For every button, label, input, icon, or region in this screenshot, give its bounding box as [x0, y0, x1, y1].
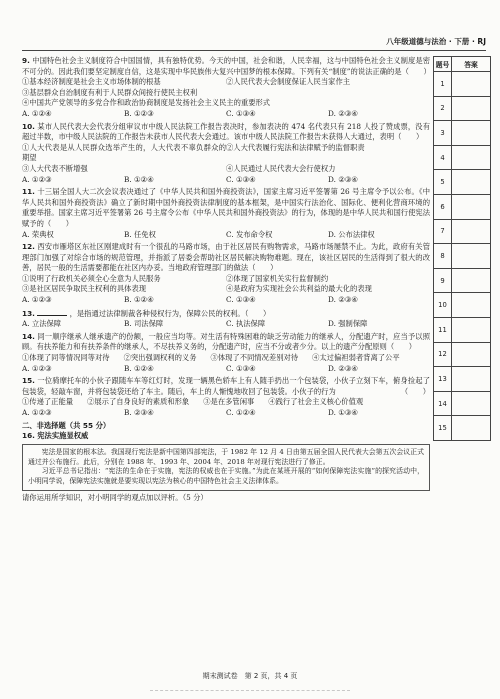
statement: ③是在多管闲事 — [203, 397, 255, 407]
choice-option-d: D. ①③④ — [328, 408, 358, 417]
choice-option-a: A. ①②③ — [22, 408, 52, 417]
answer-paren: （ ） — [400, 386, 430, 396]
statement: ④人民通过人民代表大会行使权力 — [226, 163, 336, 173]
answer-table-row — [434, 293, 491, 318]
choice-option-a: A. 立法保障 — [22, 319, 62, 329]
answer-table-number-header: 题号 — [434, 57, 452, 72]
answer-row-number: 11 — [434, 317, 452, 342]
question-16 — [22, 431, 430, 503]
answer-row-number: 15 — [434, 416, 452, 441]
choice-option-a: A. ①②③ — [22, 363, 52, 373]
statement: ①说明了行政机关必须全心全意为人民服务 — [22, 273, 161, 283]
question-10 — [22, 122, 430, 186]
choice-options — [22, 364, 430, 375]
answer-row-number: 9 — [434, 268, 452, 293]
statement-list — [22, 143, 430, 175]
answer-cell[interactable] — [452, 342, 491, 367]
question-stem: 某市人民代表大会代表分组审议市中级人民法院工作报告表决时，参加表决的 474 名代表只有 218 人投了赞成票，没有超过半数，市中级人民法院的工作报告未获市人民代表大会通过。该市中级人民法院工作报告未获得人大通过，表明（ ） — [22, 121, 430, 142]
choice-option-b: B. ①②③ — [124, 108, 154, 118]
statement: ②体现了国家机关实行监督制约 — [226, 273, 329, 283]
material-paragraph: 习近平总书记指出：“宪法的生命在于实施，宪法的权威也在于实施。”为此在某班开展的“如何保障宪法实施”的探究活动中，小明同学说，保障宪法实施就是要实现以宪法为核心的中国特色社会主义法律体系。 — [28, 467, 424, 486]
statement: ③是社区居民争取民主权利的具体表现 — [22, 284, 147, 294]
answer-cell[interactable] — [452, 293, 491, 318]
choice-option-b: B. ①②④ — [124, 174, 154, 184]
answer-table-row — [434, 367, 491, 392]
statement: ②展示了自身良好的素质和形象 — [87, 397, 190, 407]
material-paragraph: 宪法是国家的根本法。我国现行宪法是新中国第四部宪法，于 1982 年 12 月 4 日由第五届全国人民代表大会第五次会议正式通过并公布施行。此后，分别在 1988 年、1993 年、2004 年、2018 年对现行宪法进行了修正。 — [28, 447, 424, 466]
statement: ④中国共产党领导的多党合作和政治协商制度是发扬社会主义民主的重要形式 — [22, 98, 271, 108]
question-prompt: 请你运用所学知识，对小明同学的观点加以评析。（5 分） — [22, 492, 208, 502]
answer-cell[interactable] — [452, 170, 491, 195]
choice-option-b: B. ①②④ — [124, 363, 154, 373]
answer-cell[interactable] — [452, 96, 491, 121]
answer-row-number: 13 — [434, 367, 452, 392]
answer-row-number: 7 — [434, 219, 452, 244]
choice-option-a: A. ①②③ — [22, 295, 52, 305]
question-12 — [22, 242, 430, 306]
answer-cell[interactable] — [452, 194, 491, 219]
question-stem: 十三届全国人大二次会议表决通过了《中华人民共和国外商投资法》，国家主席习近平签署第 26 号主席令予以公布。《中华人民共和国外商投资法》确立了新时期中国外商投资法律制度的基本框架，是中国实行法治化、国际化、便利化营商环境的重要举措。国家主席习近平签署第 26 号主席令公布《中华人民共和国外商投资法》的行为，体现的是中华人民共和国行使宪法赋予的（ ） — [22, 187, 430, 228]
choice-option-c: C. ①③④ — [226, 174, 256, 184]
page-header-title: 八年级道德与法治 · 下册 · RJ — [386, 37, 486, 46]
answer-table-row — [434, 96, 491, 121]
statement: ③体现了不同情况差别对待 — [210, 353, 299, 363]
statement-list — [22, 274, 430, 295]
answer-table-row — [434, 72, 491, 97]
answer-row-number: 14 — [434, 391, 452, 416]
question-number: 11. — [22, 187, 35, 197]
question-title: 宪法实施显权威 — [37, 431, 89, 441]
section-title: 二、非选择题（共 55 分） — [22, 420, 111, 430]
question-number: 14. — [22, 331, 35, 341]
header-rule — [22, 50, 486, 51]
choice-option-d: D. 公布法律权 — [328, 229, 375, 239]
statement: ①传递了正能量 — [22, 397, 74, 407]
question-stem: ，是指通过法律制裁各种侵权行为，保障公民的权利。（ ） — [69, 308, 271, 318]
choice-option-d: D. ②③④ — [328, 295, 358, 305]
choice-option-b: B. 司法保障 — [124, 319, 164, 329]
choice-option-d: D. ②③④ — [328, 174, 358, 184]
choice-option-c: C. ①③④ — [226, 108, 256, 118]
answer-row-number: 8 — [434, 244, 452, 269]
question-number: 15. — [22, 376, 35, 386]
choice-options — [22, 175, 430, 186]
answer-table-answer-header: 答案 — [452, 57, 491, 72]
choice-option-c: C. ①②④ — [226, 408, 256, 417]
question-stem: 同一顺序继承人继承遗产的份额，一般应当均等。对生活有特殊困难的缺乏劳动能力的继承人，分配遗产时，应当予以照顾。有扶养能力和有扶养条件的继承人，不尽扶养义务的，分配遗产时，应当不分或者少分。以上的遗产分配原则（ ） — [22, 331, 430, 352]
statement: ②人大代表履行宪法和法律赋予的监督职责 — [226, 142, 365, 152]
answer-table-row — [434, 416, 491, 441]
answer-cell[interactable] — [452, 416, 491, 441]
question-stem: 一位骑摩托车的小伙子跟随车车等红灯时，发现一辆黑色轿车上有人随手扔出一个包装袋，小伙子立刻下车，俯身捡起了包装袋，轻敲车窗，并将包装袋还给了车主。随后，车上的人惭愧地收回了包装袋。小伙子的行为 — [22, 376, 430, 396]
question-number: 9. — [22, 56, 30, 65]
answer-table-row — [434, 317, 491, 342]
answer-row-number: 1 — [434, 72, 452, 97]
statement: ②突出强调权利的义务 — [123, 353, 197, 363]
statement: ③基层群众自治制度有利于人民群众间接行使民主权利 — [22, 87, 198, 97]
statement: ④太过偏袒弱者背离了公平 — [312, 353, 400, 363]
statement: ①基本经济制度是社会主义市场体制的根基 — [22, 77, 161, 87]
choice-option-a: A. 荣典权 — [22, 229, 54, 239]
choice-option-d: D. 强制保障 — [328, 319, 368, 329]
answer-row-number: 2 — [434, 96, 452, 121]
choice-options — [22, 295, 430, 306]
choice-option-b: B. ①②④ — [124, 295, 154, 305]
answer-cell[interactable] — [452, 244, 491, 269]
choice-options — [22, 408, 430, 419]
choice-options — [22, 230, 430, 241]
choice-option-b: B. 任免权 — [124, 229, 156, 239]
answer-table-row — [434, 145, 491, 170]
answer-row-number: 10 — [434, 293, 452, 318]
question-stem: 中国特色社会主义制度符合中国国情，具有独特优势。今天的中国，社会和谐，人民幸福，这与中国特色社会主义制度是密不可分的。因此我们要坚定制度自信，这是实现中华民族伟大复兴中国梦的根本保障。下列有关“制度”的说法正确的是（ ） — [22, 56, 431, 76]
answer-cell[interactable] — [452, 391, 491, 416]
fill-blank — [37, 308, 67, 316]
statement: ①体现了同等情况同等对待 — [22, 353, 110, 363]
answer-cell[interactable] — [452, 317, 491, 342]
question-15 — [22, 376, 430, 418]
question-9 — [22, 56, 430, 120]
answer-table-row — [434, 170, 491, 195]
answer-row-number: 3 — [434, 121, 452, 146]
answer-table-body — [434, 72, 491, 441]
material-box — [22, 444, 430, 491]
answer-table-row — [434, 194, 491, 219]
answer-table-row — [434, 244, 491, 269]
answer-cell[interactable] — [452, 268, 491, 293]
question-11 — [22, 187, 430, 240]
answer-table-row — [434, 391, 491, 416]
choice-option-c: C. ①③④ — [226, 363, 256, 373]
statement: ③人大代表不断增强 — [22, 163, 88, 173]
answer-table-row — [434, 219, 491, 244]
choice-option-c: C. 执法保障 — [226, 319, 266, 329]
answer-cell[interactable] — [452, 121, 491, 146]
question-number: 10. — [22, 121, 35, 131]
question-stem: 西安市雁塔区东社区刚建成时有一个很乱的马路市场，由于社区居民有购物需求，马路市场屡禁不止。为此，政府有关管理部门加强了对综合市场的规范管理，并指派了居委会帮助社区居民解决购物难题。现在，该社区居民的生活得到了很大的改善，居民一般的生活需要都能在社区内办妥。当地政府管理部门的做法（ ） — [22, 242, 430, 273]
statement: ②人民代表大会制度保证人民当家作主 — [226, 77, 351, 87]
answer-cell[interactable] — [452, 219, 491, 244]
choice-options — [22, 319, 430, 330]
answer-table-row — [434, 268, 491, 293]
statement-list — [22, 77, 430, 88]
statement-list — [22, 397, 430, 408]
answer-row-number: 4 — [434, 145, 452, 170]
answer-row-number: 12 — [434, 342, 452, 367]
answer-row-number: 5 — [434, 170, 452, 195]
question-number: 16. — [22, 431, 35, 441]
choice-option-a: A. ①②③ — [22, 174, 52, 184]
question-area — [22, 56, 430, 506]
answer-cell[interactable] — [452, 367, 491, 392]
page-footer: 期末测试卷 第 2 页，共 4 页 — [202, 672, 298, 680]
choice-option-b: B. ②③④ — [124, 408, 154, 417]
statement: ①人大代表是从人民群众选举产生的，人大代表不辜负群众的期望 — [22, 142, 226, 163]
answer-table-row — [434, 121, 491, 146]
choice-option-c: C. ①③④ — [226, 295, 256, 305]
answer-cell[interactable] — [452, 72, 491, 97]
statement: ④是政府为实现社会公共利益的最大化的表现 — [226, 284, 372, 294]
question-number: 13. — [22, 308, 35, 318]
choice-option-d: D. ②③④ — [328, 363, 358, 373]
statement: ④践行了社会主义核心价值观 — [268, 397, 364, 407]
answer-cell[interactable] — [452, 145, 491, 170]
answer-table — [433, 56, 491, 441]
question-14 — [22, 332, 430, 374]
choice-options — [22, 109, 430, 120]
answer-row-number: 6 — [434, 194, 452, 219]
answer-table-row — [434, 342, 491, 367]
question-13 — [22, 308, 430, 330]
bleed-through-line — [150, 690, 350, 694]
statement-list — [22, 353, 430, 364]
question-number: 12. — [22, 242, 35, 252]
choice-option-a: A. ①②④ — [22, 108, 52, 118]
choice-option-d: D. ②③④ — [328, 108, 358, 118]
choice-option-c: C. 发布命令权 — [226, 229, 273, 239]
